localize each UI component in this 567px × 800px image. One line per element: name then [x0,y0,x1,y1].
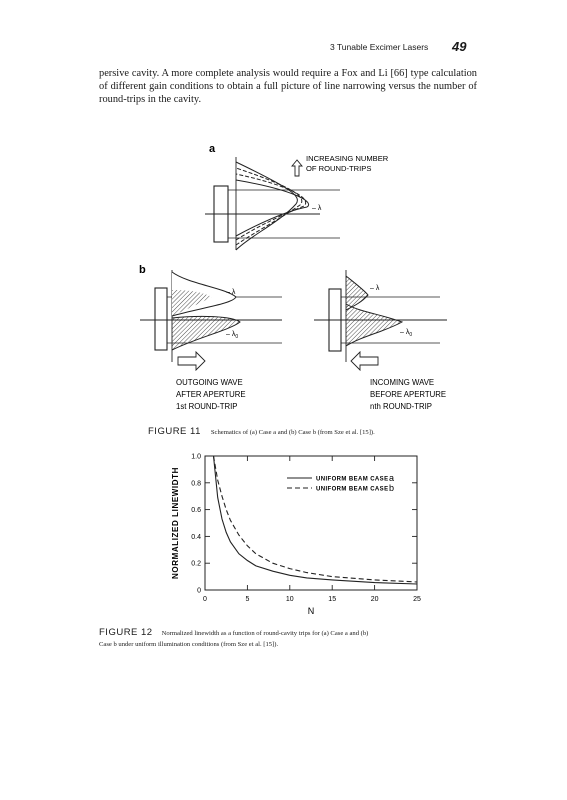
figure-12-label: FIGURE 12 [99,627,153,638]
legend-suffix-b: b [389,483,395,493]
figure-11-label: FIGURE 11 [148,426,201,437]
right-caption-line2: BEFORE APERTURE [370,390,447,399]
right-caption-line1: INCOMING WAVE [370,378,435,387]
label-a: a [209,143,216,155]
y-axis-label: NORMALIZED LINEWIDTH [171,467,180,579]
legend-suffix-a: a [389,473,395,483]
right-caption-line3: nth ROUND-TRIP [370,402,432,411]
series-line-b [214,456,418,582]
y-tick-label: 1.0 [191,453,201,461]
x-tick-label: 15 [328,596,337,603]
up-arrow-icon [292,160,302,176]
left-caption-line3: 1st ROUND-TRIP [176,402,238,411]
x-tick-label: 5 [245,596,250,603]
lambda0-label-b2: – $\lambda_0$ [400,329,413,338]
figure-11-caption [148,421,375,439]
figure-11-caption-text: Schematics of (a) Case a and (b) Case b (from Sze et al. [15]). [210,429,375,436]
legend-label-a: UNIFORM BEAM CASE [316,476,389,483]
legend-label-b: UNIFORM BEAM CASE [316,486,389,493]
y-tick-label: 0.8 [191,480,201,488]
page-number: 49 [452,39,467,54]
x-tick-label: 10 [285,596,294,603]
lambda-label-b2: – λ [370,285,380,292]
figure-12-chart [150,448,440,618]
lambda-label-b1: – λ [226,289,236,296]
y-tick-label: 0.4 [191,533,201,541]
y-tick-label: 0 [197,587,201,595]
left-caption-line2: AFTER APERTURE [176,390,246,399]
x-tick-label: 0 [203,596,207,603]
label-b: b [139,264,146,276]
left-arrow-icon [351,352,378,370]
lambda0-label-b1: – $\lambda_0$ [226,331,239,340]
x-tick-label: 20 [370,596,379,603]
arrow-label-line2: OF ROUND-TRIPS [306,164,372,173]
x-axis-label: N [307,606,315,616]
figure-12-caption [99,622,479,649]
mirror-b-left [155,288,167,350]
figure-12-caption-line1: Normalized linewidth as a function of round-cavity trips for (a) Case a and (b) [161,630,369,637]
right-arrow-icon [178,352,205,370]
body-paragraph: persive cavity. A more complete analysis would require a Fox and Li [66] type calculation of different gain conditions to obtain a full picture of line narrowing versus the number of round-trips in the cavity. [99,68,477,105]
series-line-a [214,456,418,584]
y-tick-label: 0.6 [191,507,201,515]
figure-12-caption-line2: Case b under uniform illumination conditions (from Sze et al. [15]). [99,641,279,648]
x-tick-label: 25 [413,596,421,603]
arrow-label-line1: INCREASING NUMBER [306,154,389,163]
lambda-label-a: – λ [312,205,322,212]
y-tick-label: 0.2 [191,560,201,568]
left-caption-line1: OUTGOING WAVE [176,378,243,387]
running-title: 3 Tunable Excimer Lasers [330,42,429,52]
